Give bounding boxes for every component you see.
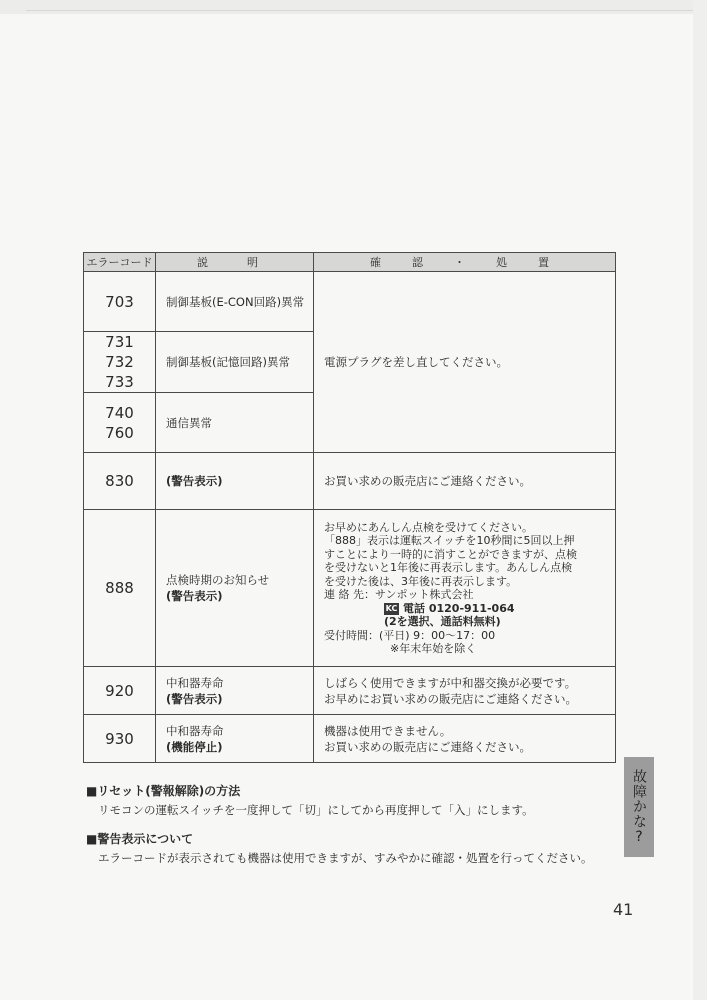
error-code: 733 <box>105 373 134 391</box>
error-code-cell <box>84 715 156 763</box>
contact-phone <box>324 602 611 616</box>
page-edge-line <box>26 10 707 11</box>
description-text: (警告表示) <box>166 691 223 706</box>
description-text: 制御基板(記憶回路)異常 <box>166 355 290 369</box>
hours-note: ※年末年始を除く <box>390 642 477 655</box>
description-cell <box>156 667 314 715</box>
description-cell <box>156 453 314 510</box>
page-number: 41 <box>613 900 634 919</box>
error-code-cell <box>84 393 156 453</box>
page-right-edge <box>693 0 707 1000</box>
kc-badge-icon: KC <box>385 603 398 613</box>
error-code-cell <box>84 510 156 667</box>
action-cell-group <box>314 272 616 453</box>
section-title: ■警告表示について <box>86 832 194 846</box>
phone-number: 電話 0120-911-064 <box>403 601 515 615</box>
error-code: 703 <box>105 292 134 311</box>
error-code: 930 <box>105 729 134 748</box>
action-line: を受けた後は、3年後に再表示します。 <box>324 574 518 588</box>
table-header-row <box>84 253 616 272</box>
error-code: 731 <box>105 333 134 351</box>
error-code: 830 <box>105 472 134 490</box>
description-text: 点検時期のお知らせ <box>166 573 270 587</box>
error-code-table <box>83 252 616 763</box>
error-code-cell <box>84 272 156 332</box>
description-text: (警告表示) <box>166 589 223 603</box>
error-code: 760 <box>105 423 134 442</box>
action-line: 機器は使用できません。 <box>324 723 452 738</box>
phone-note: (2を選択、通話料無料) <box>384 615 501 628</box>
action-line: お早めにあんしん点検を受けてください。 <box>324 520 533 534</box>
reset-method-section <box>86 782 534 818</box>
action-cell <box>314 715 616 763</box>
action-line: お買い求めの販売店にご連絡ください。 <box>324 739 531 754</box>
action-cell <box>314 667 616 715</box>
section-body: エラーコードが表示されても機器は使用できますが、すみやかに確認・処置を行ってください。 <box>98 851 593 865</box>
action-line: お早めにお買い求めの販売店にご連絡ください。 <box>324 691 577 706</box>
description-cell <box>156 510 314 667</box>
warning-display-section <box>86 830 593 866</box>
section-title: ■リセット(警報解除)の方法 <box>86 784 241 798</box>
table-row-830 <box>84 453 616 510</box>
error-code: 732 <box>105 353 134 371</box>
action-line: を受けないと1年後に再表示します。あんしん点検 <box>324 561 573 574</box>
error-code: 920 <box>105 681 134 700</box>
action-cell <box>314 453 616 510</box>
header-action: 確 認 ・ 処 置 <box>314 253 616 272</box>
action-line: 「888」表示は運転スイッチを10秒間に5回以上押 <box>324 534 575 547</box>
error-code-cell <box>84 453 156 510</box>
description-cell <box>156 715 314 763</box>
page-top-edge <box>0 0 707 14</box>
table-row-930 <box>84 715 616 763</box>
action-line: しばらく使用できますが中和器交換が必要です。 <box>324 675 577 690</box>
description-text: (機能停止) <box>166 739 223 754</box>
header-description: 説 明 <box>156 253 314 272</box>
action-cell <box>314 510 616 667</box>
description-cell <box>156 332 314 393</box>
table-row-888 <box>84 510 616 667</box>
contact-hours: 受付時間：(平日) 9：00〜17：00 <box>324 628 496 642</box>
section-body: リモコンの運転スイッチを一度押して「切」にしてから再度押して「入」にします。 <box>98 803 534 817</box>
action-line: すことにより一時的に消すことができますが、点検 <box>324 547 577 561</box>
header-error-code: エラーコード <box>84 253 156 272</box>
action-text: お買い求めの販売店にご連絡ください。 <box>324 474 531 488</box>
description-text: (警告表示) <box>166 474 223 488</box>
error-code-cell <box>84 332 156 393</box>
description-text: 通信異常 <box>166 415 212 430</box>
contact-company: 連 絡 先：サンポット株式会社 <box>324 588 474 601</box>
description-cell <box>156 393 314 453</box>
description-text: 中和器寿命 <box>166 675 224 690</box>
description-text: 中和器寿命 <box>166 723 224 738</box>
description-cell <box>156 272 314 332</box>
error-code: 888 <box>105 579 134 597</box>
error-code: 740 <box>105 403 134 422</box>
chapter-tab: 故障かな? <box>624 757 654 857</box>
error-code-cell <box>84 667 156 715</box>
table-row-920 <box>84 667 616 715</box>
action-text: 電源プラグを差し直してください。 <box>324 355 508 369</box>
description-text: 制御基板(E-CON回路)異常 <box>166 294 305 309</box>
table-row-703 <box>84 272 616 332</box>
